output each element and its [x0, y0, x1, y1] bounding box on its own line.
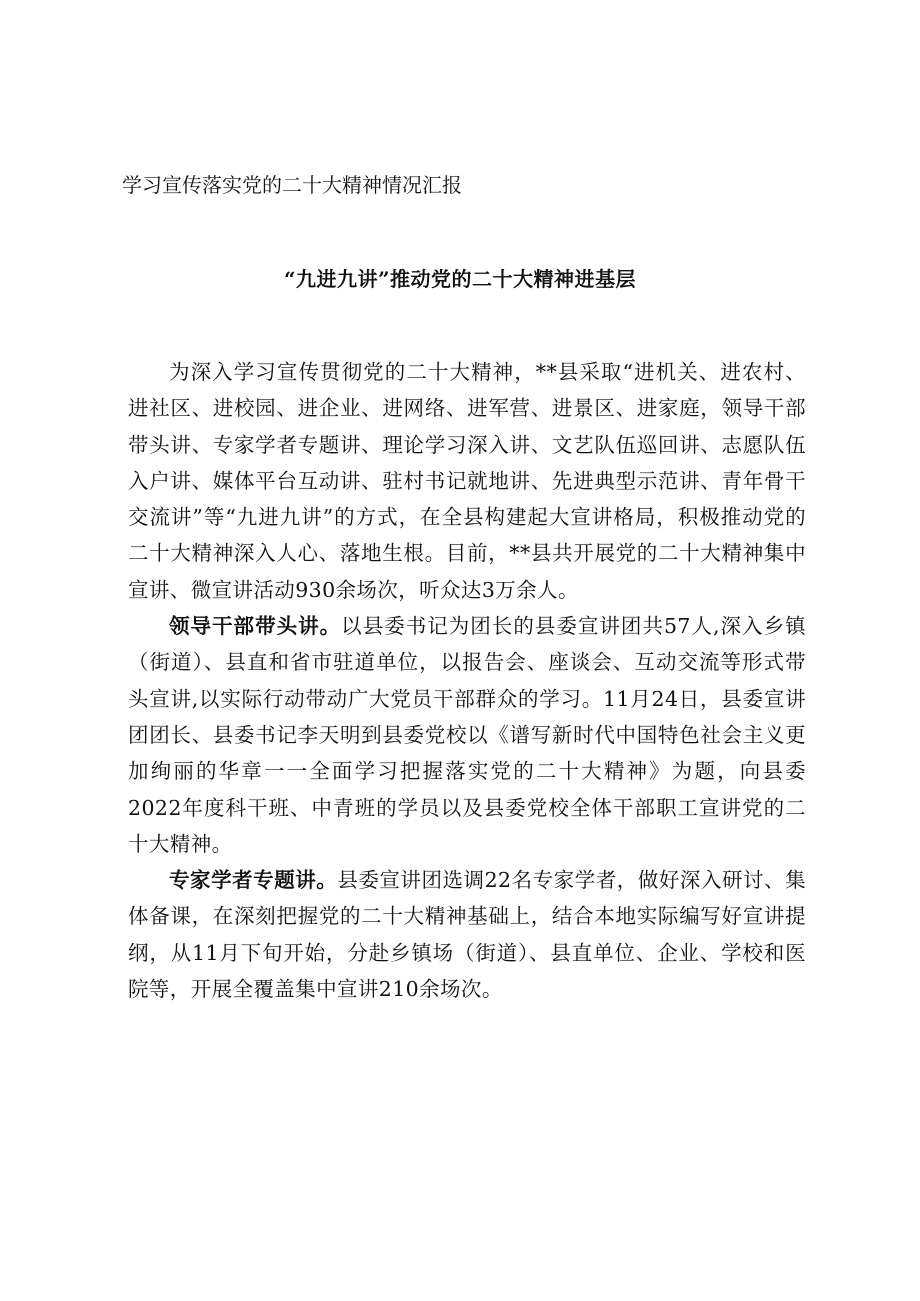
paragraph-experts-lead: 专家学者专题讲。	[169, 868, 338, 893]
paragraph-experts-text: 县委宣讲团选调22名专家学者，做好深入研讨、集体备课，在深刻把握党的二十大精神基础上，结合本地实际编写好宣讲提纲，从11月下旬开始，分赴乡镇场（街道）、县直单位、企业、学校和医院等，开展全覆盖集中宣讲210余场次。	[128, 868, 806, 1002]
paragraph-leaders-lead: 领导干部带头讲。	[169, 614, 342, 639]
article-body	[128, 354, 806, 1007]
paragraph-intro-text: 为深入学习宣传贯彻党的二十大精神，**县采取“进机关、进农村、进社区、进校园、进企业、进网络、进军营、进景区、进家庭，领导干部带头讲、专家学者专题讲、理论学习深入讲、文艺队伍巡回讲、志愿队伍入户讲、媒体平台互动讲、驻村书记就地讲、先进典型示范讲、青年骨干交流讲”等“九进九讲”的方式，在全县构建起大宣讲格局，积极推动党的二十大精神深入人心、落地生根。目前，**县共开展党的二十大精神集中宣讲、微宣讲活动930余场次，听众达3万余人。	[128, 360, 806, 602]
paragraph-leaders-text: 以县委书记为团长的县委宣讲团共57人,深入乡镇（街道）、县直和省市驻道单位，以报告会、座谈会、互动交流等形式带头宣讲,以实际行动带动广大党员干部群众的学习。11月24日，县委宣讲团团长、县委书记李天明到县委党校以《谱写新时代中国特色社会主义更加绚丽的华章一一全面学习把握落实党的二十大精神》为题，向县委2022年度科干班、中青班的学员以及县委党校全体干部职工宣讲党的二十大精神。	[128, 614, 806, 856]
report-header: 学习宣传落实党的二十大精神情况汇报	[122, 173, 462, 197]
paragraph-leaders	[128, 608, 806, 862]
paragraph-experts	[128, 862, 806, 1007]
article-title: “九进九讲”推动党的二十大精神进基层	[283, 267, 636, 291]
paragraph-intro	[128, 354, 806, 608]
